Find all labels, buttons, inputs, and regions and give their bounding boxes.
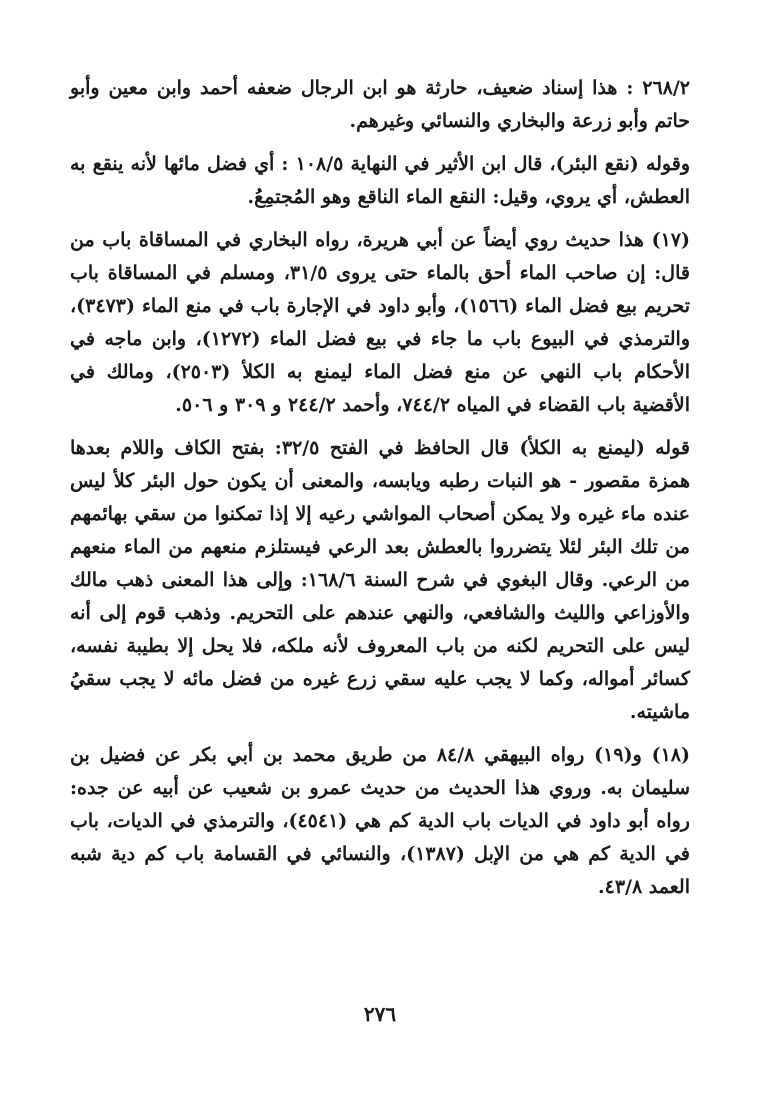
note-paragraph-3: (١٧) هذا حديث روي أيضاً عن أبي هريرة، رواه البخاري في المساقاة باب من قال: إن صاحب الماء أحق بالماء حتى يروى ٣١/٥، ومسلم في المساقاة باب تحريم بيع فضل الماء (١٥٦٦)، وأبو داود في الإجارة باب في منع الماء (٣٤٧٣)، والترمذي في البيوع باب ما جاء في بيع فضل الماء (١٢٧٢)، وابن ماجه في الأحكام باب النهي عن منع فضل الماء ليمنع به الكلأ (٢٥٠٣)، ومالك في الأقضية باب القضاء في المياه ٧٤٤/٢، وأحمد ٢٤٤/٢ و ٣٠٩ و ٥٠٦. bbox=[70, 229, 690, 416]
note-paragraph-4: قوله (ليمنع به الكلأ) قال الحافظ في الفتح ٣٢/٥: بفتح الكاف واللام بعدها همزة مقصور - هو النبات رطبه ويابسه، والمعنى أن يكون حول البئر كلأ ليس عنده ماء غيره ولا يمكن أصحاب المواشي رعيه إلا إذا تمكنوا من سقي بهائمهم من تلك البئر لئلا يتضرروا بالعطش بعد الرعي فيستلزم منعهم من الماء منعهم من الرعي. وقال البغوي في شرح السنة ١٦٨/٦: وإلى هذا المعنى ذهب مالك والأوزاعي والليث والشافعي، والنهي عندهم على التحريم. وذهب قوم إلى أنه ليس على التحريم لكنه من باب المعروف لأنه ملكه، فلا يحل إلا بطيبة نفسه، كسائر أمواله، وكما لا يجب عليه سقي زرع غيره من فضل مائه لا يجب سقيُ ماشيته. bbox=[70, 437, 690, 723]
note-paragraph-1: ٢٦٨/٢ : هذا إسناد ضعيف، حارثة هو ابن الرجال ضعفه أحمد وابن معين وأبو حاتم وأبو زرعة والبخاري والنسائي وغيرهم. bbox=[70, 77, 690, 132]
note-paragraph-2: وقوله (نقع البئر)، قال ابن الأثير في النهاية ١٠٨/٥ : أي فضل مائها لأنه ينقع به العطش، أي يروي، وقيل: النقع الماء الناقع وهو المُجتمِعُ. bbox=[70, 153, 690, 208]
footnotes-body bbox=[70, 72, 690, 914]
note-paragraph-5: (١٨) و(١٩) رواه البيهقي ٨٤/٨ من طريق محمد بن أبي بكر عن فضيل بن سليمان به. وروي هذا الحديث من حديث عمرو بن شعيب عن أبيه عن جده: رواه أبو داود في الديات باب الدية كم هي (٤٥٤١)، والترمذي في الديات، باب في الدية كم هي من الإبل (١٣٨٧)، والنسائي في القسامة باب كم دية شبه العمد ٤٣/٨. bbox=[70, 744, 691, 898]
page-number: ٢٧٦ bbox=[363, 1002, 397, 1026]
